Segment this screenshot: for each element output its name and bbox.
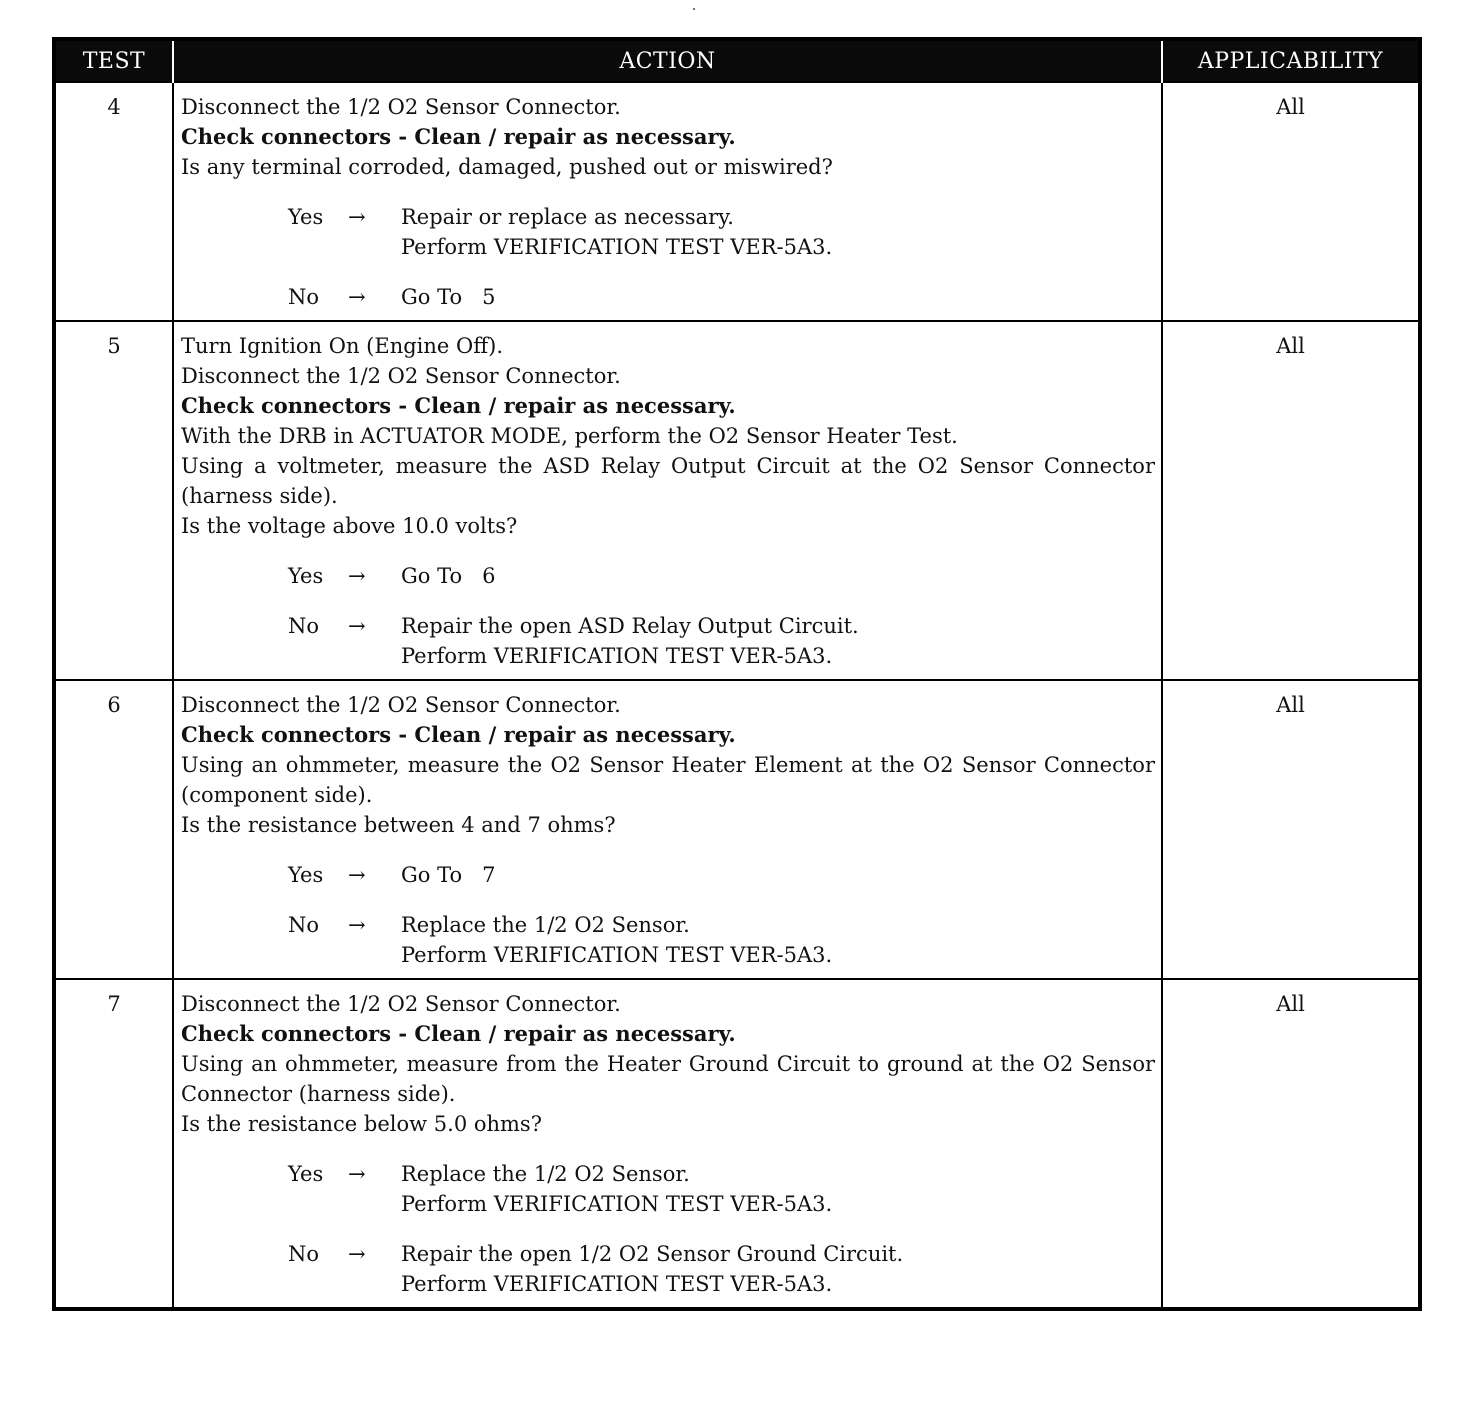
outcome-result [401,561,1155,591]
action-step: With the DRB in ACTUATOR MODE, perform the O2 Sensor Heater Test. [181,424,958,448]
check-connectors-instruction: Check connectors - Clean / repair as necessary. [181,1021,736,1046]
header-action: ACTION [173,39,1162,82]
arrow-right-icon: → [348,913,366,937]
applicability-value: All [1162,82,1420,321]
action-step: Disconnect the 1/2 O2 Sensor Connector. [181,693,621,717]
arrow-right-icon: → [348,863,366,887]
test-number: 4 [54,82,173,321]
applicability-value: All [1162,979,1420,1309]
outcome-result [401,860,1155,890]
header-applicability: APPLICABILITY [1162,39,1420,82]
arrow-right-icon: → [348,205,366,229]
action-step: Turn Ignition On (Engine Off). [181,334,504,358]
table-header-row [54,39,1420,82]
diagnostic-test-table [52,37,1422,1311]
outcome-label: No [288,913,320,937]
check-connectors-instruction: Check connectors - Clean / repair as necessary. [181,722,736,747]
outcome-result-line: Perform VERIFICATION TEST VER-5A3. [401,1192,833,1216]
outcome-label: Yes [288,205,324,229]
applicability-value: All [1162,321,1420,680]
action-step: Using an ohmmeter, measure from the Heater Ground Circuit to ground at the O2 Sensor Connector (harness side). [181,1052,1155,1106]
outcome-result-line: Perform VERIFICATION TEST VER-5A3. [401,1272,833,1296]
outcome-no [181,611,1155,671]
table-body [54,82,1420,1309]
outcome-result [401,910,1155,970]
action-step: Using a voltmeter, measure the ASD Relay Output Circuit at the O2 Sensor Connector (harness side). [181,454,1155,508]
outcome-result-line: Go To 6 [401,564,496,588]
arrow-right-icon: → [348,614,366,638]
header-test: TEST [54,39,173,82]
check-connectors-instruction: Check connectors - Clean / repair as necessary. [181,393,736,418]
outcome-result-line: Replace the 1/2 O2 Sensor. [401,913,690,937]
action-step: Disconnect the 1/2 O2 Sensor Connector. [181,364,621,388]
outcome-result [401,202,1155,262]
scan-speck [693,8,695,10]
table-row [54,979,1420,1309]
outcome-result-line: Repair or replace as necessary. [401,205,734,229]
outcome-label: Yes [288,863,324,887]
test-number: 5 [54,321,173,680]
outcome-result-line: Go To 7 [401,863,496,887]
action-cell [173,979,1162,1309]
outcome-yes [181,561,1155,591]
outcome-yes [181,202,1155,262]
table-row [54,82,1420,321]
arrow-right-icon: → [348,564,366,588]
table-row [54,680,1420,979]
outcome-result [401,282,1155,312]
arrow-right-icon: → [348,1162,366,1186]
outcome-label: No [288,614,320,638]
outcome-result-line: Perform VERIFICATION TEST VER-5A3. [401,644,833,668]
outcome-yes [181,860,1155,890]
outcome-result-line: Repair the open ASD Relay Output Circuit. [401,614,859,638]
outcome-no [181,910,1155,970]
action-step: Using an ohmmeter, measure the O2 Sensor Heater Element at the O2 Sensor Connector (component side). [181,753,1155,807]
action-step: Is the resistance below 5.0 ohms? [181,1112,542,1136]
outcome-result [401,611,1155,671]
outcome-yes [181,1159,1155,1219]
outcome-label: No [288,1242,320,1266]
check-connectors-instruction: Check connectors - Clean / repair as necessary. [181,124,736,149]
action-step: Is the resistance between 4 and 7 ohms? [181,813,616,837]
arrow-right-icon: → [348,1242,366,1266]
action-step: Disconnect the 1/2 O2 Sensor Connector. [181,95,621,119]
action-cell [173,321,1162,680]
action-step: Is any terminal corroded, damaged, pushed out or miswired? [181,155,833,179]
action-step: Disconnect the 1/2 O2 Sensor Connector. [181,992,621,1016]
action-step: Is the voltage above 10.0 volts? [181,514,518,538]
test-number: 6 [54,680,173,979]
applicability-value: All [1162,680,1420,979]
outcome-result-line: Perform VERIFICATION TEST VER-5A3. [401,943,833,967]
arrow-right-icon: → [348,285,366,309]
action-cell [173,680,1162,979]
outcome-result-line: Go To 5 [401,285,496,309]
outcome-result-line: Replace the 1/2 O2 Sensor. [401,1162,690,1186]
table-row [54,321,1420,680]
outcome-no [181,282,1155,312]
outcome-result-line: Repair the open 1/2 O2 Sensor Ground Circuit. [401,1242,904,1266]
outcome-label: No [288,285,320,309]
test-number: 7 [54,979,173,1309]
outcome-label: Yes [288,1162,324,1186]
outcome-result [401,1159,1155,1219]
outcome-result [401,1239,1155,1299]
outcome-result-line: Perform VERIFICATION TEST VER-5A3. [401,235,833,259]
outcome-no [181,1239,1155,1299]
action-cell [173,82,1162,321]
outcome-label: Yes [288,564,324,588]
